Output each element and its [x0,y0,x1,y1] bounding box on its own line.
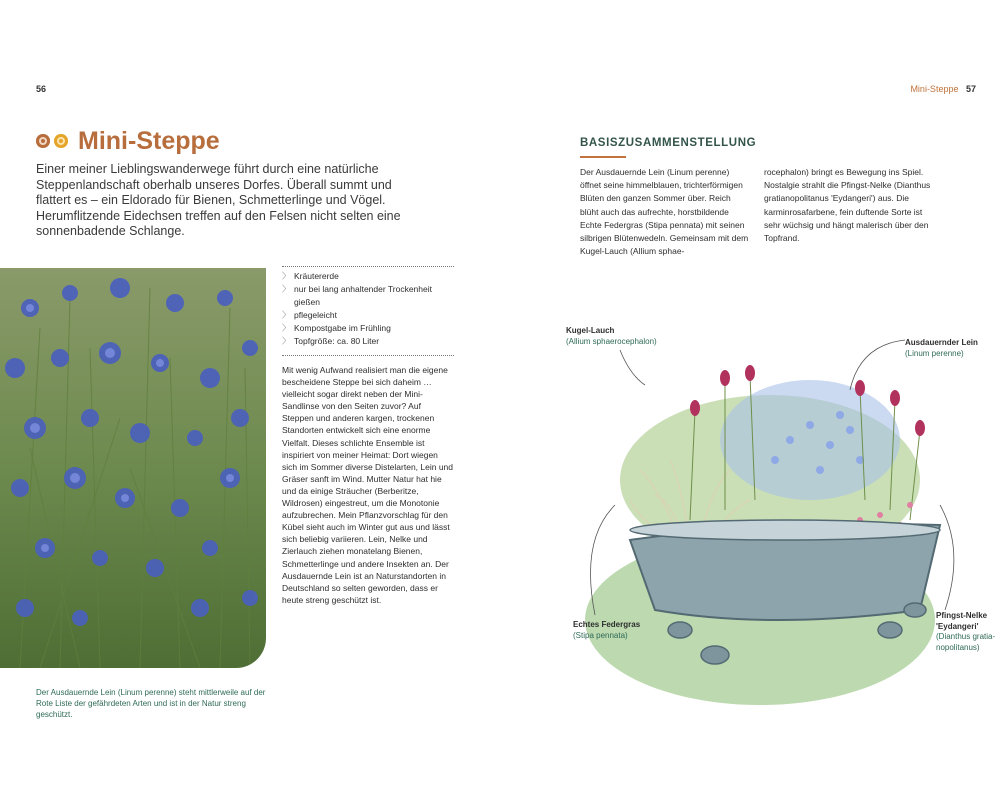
label-name: Pfingst-Nelke [936,611,988,620]
label-pfingst-nelke [936,611,998,653]
chevron-right-icon: 〉 [282,310,291,320]
fact-text: Kompostgabe im Frühling [294,323,391,333]
column-2 [764,166,936,245]
fact-item [282,270,454,283]
label-scientific: (Linum perenne) [905,348,964,358]
fact-text: Topfgröße: ca. 80 Liter [294,336,380,346]
flax-photo [0,268,266,668]
chevron-right-icon: 〉 [282,323,291,333]
body-text [282,364,454,606]
label-scientific: (Allium sphaerocephalon) [566,336,657,346]
title-row [36,124,220,158]
label-scientific: (Dianthus gratia- [936,632,996,641]
fact-text: Kräutererde [294,271,339,281]
label-name: Ausdauernder Lein [905,338,978,347]
nelke-arrow [940,505,954,610]
intro-text [36,162,406,240]
fact-item [282,283,454,309]
chevron-right-icon: 〉 [282,271,291,281]
section-title: BASISZUSAMMENSTELLUNG [580,137,757,149]
facts-top-rule [282,266,454,267]
intro-paragraph: Einer meiner Lieblingswanderwege führt durch eine natürliche Steppenlandschaft oberhalb unseres Dorfes. Überall summt und flattert es – ein Eldorado für Bienen, Schmetterlinge und Vögel. Herumflitzende Eidechsen treffen auf den Felsen nicht selten eine sonnenbadende Schlange. [36,162,401,238]
chevron-right-icon: 〉 [282,336,291,346]
chevron-right-icon: 〉 [282,284,291,294]
kugel-arrow [620,350,645,385]
flower-icon [36,134,50,148]
fact-item [282,322,454,335]
planter-illustration [560,330,990,730]
fact-item [282,335,454,348]
fact-text: nur bei lang anhaltender Trockenheit gießen [294,284,432,307]
sun-icon [54,134,68,148]
label-ausdauernder-lein [905,338,995,359]
label-name-cultivar: 'Eydangeri' [936,621,979,631]
label-scientific: (Stipa pennata) [573,630,628,640]
label-name: Kugel-Lauch [566,326,615,335]
facts-list [282,270,454,348]
label-scientific: nopolitanus) [936,642,980,652]
photo-caption: Der Ausdauernde Lein (Linum perenne) steht mittlerweile auf der Rote Liste der gefährdeten Arten und ist in der Natur streng geschützt. [36,688,266,719]
fact-item [282,309,454,322]
column-1 [580,166,750,258]
section-underline [580,156,626,158]
fact-text: pflegeleicht [294,310,338,320]
page-title: Mini-Steppe [78,126,220,155]
column-1-text: Der Ausdauernde Lein (Linum perenne) öffnet seine himmelblauen, trichterförmigen Blüten den ganzen Sommer über. Reich blüht auch das aufrechte, horstbildende Echte Federgras (Stipa pennata) mit seinen silbrigen Blütenwedeln. Gemeinsam mit dem Kugel-Lauch (Allium sphae- [580,167,749,257]
label-name: Echtes Federgras [573,620,641,629]
body-paragraph: Mit wenig Aufwand realisiert man die eigene bescheidene Steppe bei sich daheim … vielleicht sogar direkt neben der Mini-Sandlinse von den Seiten zuvor? Auf Steppen und anderen kargen, trockenen Standorten entwickelt sich eine enorme Vielfalt. Dieses schlichte Ensemble ist inspiriert von meiner Heimat: Dort wiegen sich im Sommer diverse Distelarten, Lein und Gräser sanft im Wind. Mutter Natur hat hie und da einige Sträucher (Berberitze, Wildrosen) eingestreut, um die Monotonie aufzubrechen. Mein Pflanzvorschlag für den Kübel sieht auch im Winter gut aus und lässt sich beliebig variieren. Lein, Nelke und Zierlauch ziehen monatelang Bienen, Schmetterlinge und andere Insekten an. Der Ausdauernde Lein ist an Naturstandorten in Deutschland so selten geworden, dass er heute streng geschützt ist. [282,365,454,605]
page-number-right: 57 [965,84,976,94]
label-kugel-lauch [566,326,657,347]
label-echtes-federgras [573,620,640,641]
running-head-title: Mini-Steppe [910,84,959,94]
column-2-text: rocephalon) bringt es Bewegung ins Spiel. Nostalgie strahlt die Pfingst-Nelke (Dianthus gratianopolitanus 'Eydangeri') aus. Die karminrosafarbene, fein duftende Sorte ist sehr wüchsig und hängt malerisch über den Topfrand. [764,167,931,244]
page-number-left: 56 [36,84,47,94]
facts-bottom-rule [282,355,454,356]
running-head [880,84,976,94]
